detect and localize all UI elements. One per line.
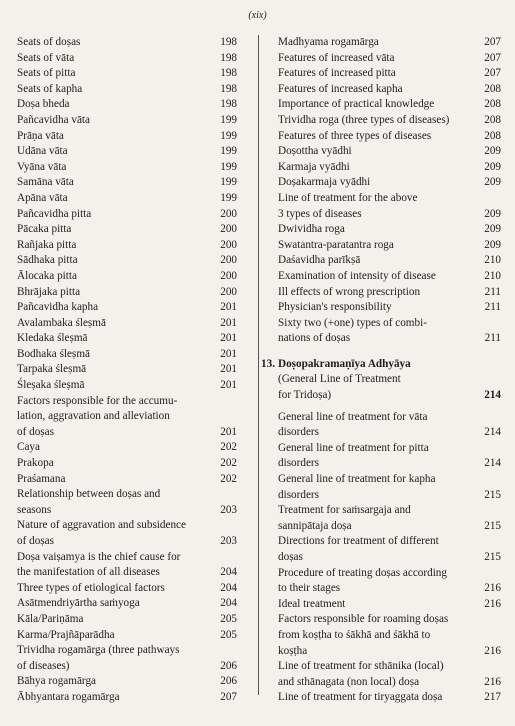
toc-entry-page: 199 [220,129,237,142]
toc-entry [278,222,501,238]
toc-entry [17,456,237,472]
toc-entry [17,285,237,301]
toc-entry [278,191,501,222]
toc-entry-title: Caya [17,441,40,454]
toc-entry [17,472,237,488]
toc-entry-title: Procedure of treating doṣas according to their stages [278,566,447,595]
toc-entry [17,487,237,518]
toc-entry-page: 211 [484,285,501,298]
toc-entry-page: 216 [484,675,501,688]
toc-entry-title: Swatantra-paratantra roga [278,238,394,251]
toc-entry-title: Pañcavidha pitta [17,207,92,220]
toc-entry-page: 206 [220,675,237,688]
toc-entry-page: 201 [220,301,237,314]
toc-entry-title: Doṣa vaiṣamya is the chief cause for the manifestation of all diseases [17,550,181,579]
toc-entry-title: Prakopa [17,457,54,470]
toc-entry-title: Seats of pitta [17,67,76,80]
toc-entry-page: 200 [220,285,237,298]
toc-entry-title: Ideal treatment [278,597,346,610]
toc-entry [278,82,501,98]
toc-entry-page: 204 [220,597,237,610]
toc-entry [278,66,501,82]
toc-entry-page: 202 [220,457,237,470]
toc-entry-page: 201 [220,347,237,360]
toc-entry [17,207,237,223]
toc-entry-page: 202 [220,472,237,485]
toc-entry-title: Physician's responsibility [278,301,392,314]
toc-entry-page: 201 [220,379,237,392]
toc-entry-page: 207 [484,51,501,64]
toc-entry-page: 201 [220,316,237,329]
toc-entry-title: Dwividha roga [278,223,345,236]
toc-entry-title: Rañjaka pitta [17,238,77,251]
toc-entry-title: Kledaka śleṣmā [17,332,88,345]
toc-entry-title: General line of treatment for vāta disorders [278,410,428,439]
toc-entry [278,597,501,613]
toc-entry [17,269,237,285]
toc-entry-title: Seats of kapha [17,82,83,95]
toc-entry [17,316,237,332]
toc-entry-title: Factors responsible for roaming doṣas from koṣṭha to śākhā and śākhā to koṣṭha [278,613,449,657]
chapter-title: Doṣopakramaṇīya Adhyāya [278,357,411,370]
toc-entry [17,440,237,456]
toc-entry-page: 209 [484,223,501,236]
toc-entry-page: 211 [484,301,501,314]
toc-entry [17,300,237,316]
toc-entry [17,191,237,207]
toc-entry-title: Doṣakarmaja vyādhi [278,176,371,189]
toc-entry [278,285,501,301]
toc-entry-page: 209 [484,176,501,189]
toc-entry-page: 208 [484,98,501,111]
toc-entry-title: Examination of intensity of disease [278,269,436,282]
toc-entry [17,253,237,269]
toc-entry [278,97,501,113]
toc-entry-page: 201 [220,363,237,376]
toc-entry-page: 198 [220,67,237,80]
toc-entry [17,347,237,363]
toc-entry [17,82,237,98]
toc-entry-title: Trividha roga (three types of diseases) [278,113,450,126]
toc-entry-title: Bhrājaka pitta [17,285,81,298]
toc-entry [278,160,501,176]
toc-entry-page: 199 [220,176,237,189]
toc-entry [17,362,237,378]
toc-entry-title: Praśamana [17,472,66,485]
toc-entry-page: 211 [484,332,501,345]
toc-entry [278,566,501,597]
toc-entry-title: Madhyama rogamārga [278,36,379,48]
toc-entry-title: Ābhyantara rogamārga [17,690,120,703]
column-divider [258,35,259,695]
toc-entry [17,378,237,394]
toc-entry-page: 198 [220,36,237,48]
toc-entry-page: 201 [220,332,237,345]
toc-entry-title: Factors responsible for the accumu- lation, aggravation and alleviation of doṣas [17,394,178,438]
toc-entry-page: 199 [220,145,237,158]
toc-entry-page: 208 [484,82,501,95]
toc-entry [17,66,237,82]
toc-entry-title: Sixty two (+one) types of combi- nations of doṣas [278,316,427,345]
toc-entry-title: Avalambaka śleṣmā [17,316,106,329]
toc-entry [17,596,237,612]
toc-entry [17,238,237,254]
toc-entry-page: 200 [220,223,237,236]
toc-entry-title: Importance of practical knowledge [278,98,435,111]
toc-entry-title: Sādhaka pitta [17,254,78,267]
toc-entry [17,394,237,441]
toc-entry-page: 209 [484,238,501,251]
toc-entry-page: 204 [220,566,237,579]
toc-entry-page: 198 [220,98,237,111]
toc-entry-title: Apāna vāta [17,191,68,204]
toc-entry-title: Pañcavidha kapha [17,301,99,314]
toc-entry [17,97,237,113]
toc-entry-title: Doṣa bheda [17,98,70,111]
toc-entry [17,175,237,191]
toc-entry-page: 214 [484,457,501,470]
toc-entry [278,410,501,441]
toc-entry [17,113,237,129]
toc-entry-title: Seats of doṣas [17,36,81,48]
toc-entry [278,612,501,659]
toc-entry-title: Daśavidha parīkṣā [278,254,361,267]
toc-entry-page: 199 [220,191,237,204]
toc-entry-title: Directions for treatment of different doṣas [278,535,439,563]
toc-entry-page: 207 [484,67,501,80]
toc-entry-page: 200 [220,238,237,251]
toc-entry-title: Features of increased pitta [278,67,396,80]
toc-entry-page: 208 [484,129,501,142]
toc-entry [278,534,501,565]
toc-entry-title: Karmaja vyādhi [278,160,350,173]
toc-entry-title: Features of increased vāta [278,51,395,64]
toc-entry [17,129,237,145]
toc-entry-page: 214 [484,426,501,439]
toc-entry-page: 200 [220,207,237,220]
toc-entry [278,175,501,191]
toc-entry-title: Kāla/Pariṇāma [17,612,84,625]
toc-entry-page: 217 [484,691,501,704]
toc-entry-title: Features of three types of diseases [278,129,432,142]
chapter-subtitle: (General Line of Treatment for Tridoṣa) [278,373,401,402]
toc-entry-title: General line of treatment for kapha disorders [278,473,436,501]
page-number: (xix) [248,10,267,21]
toc-entry-page: 201 [220,425,237,438]
toc-entry-page: 216 [484,644,501,657]
toc-entry-title: Relationship between doṣas and seasons [17,488,161,516]
toc-entry-title: Trividha rogamārga (three pathways of diseases) [17,644,180,672]
toc-entry [17,581,237,597]
toc-entry-page: 203 [220,503,237,516]
toc-entry-page: 199 [220,160,237,173]
toc-entry-page: 216 [484,597,501,610]
toc-entry [278,659,501,690]
toc-entry-title: Doṣottha vyādhi [278,145,352,158]
toc-entry-page: 198 [220,82,237,95]
toc-entry-page: 215 [484,519,501,532]
toc-entry [17,690,237,706]
toc-entry-title: Bodhaka śleṣmā [17,347,91,360]
toc-right-column [261,35,501,706]
toc-entry [278,503,501,534]
toc-entry-title: Pācaka pitta [17,223,72,236]
toc-entry-title: Udāna vāta [17,145,68,158]
toc-entry [278,316,501,347]
toc-entry-title: Line of treatment for the above 3 types of diseases [278,191,418,220]
toc-entry [278,113,501,129]
toc-entry [278,51,501,67]
toc-entry-page: 204 [220,581,237,594]
toc-entry-page: 209 [484,160,501,173]
toc-entry-title: Samāna vāta [17,176,74,189]
toc-entry-title: Karma/Prajñāparādha [17,628,115,641]
toc-entry-page: 207 [484,36,501,48]
toc-entry-title: Tarpaka śleṣmā [17,363,87,376]
toc-entry-title: Features of increased kapha [278,82,403,95]
toc-entry [278,441,501,472]
toc-entry-title: General line of treatment for pitta disorders [278,441,429,470]
toc-entry-title: Nature of aggravation and subsidence of doṣas [17,519,186,547]
toc-entry [17,144,237,160]
toc-entry-title: Three types of etiological factors [17,581,165,594]
toc-entry [278,129,501,145]
toc-entry [17,550,237,581]
toc-entry-page: 215 [484,551,501,563]
toc-entry-page: 205 [220,612,237,625]
toc-entry [17,612,237,628]
toc-entry-title: Line of treatment for tiryaggata doṣa [278,691,443,704]
toc-entry [17,643,237,674]
toc-entry [17,518,237,549]
chapter-page-number: 214 [484,389,501,402]
toc-entry [278,269,501,285]
toc-entry-title: Pañcavidha vāta [17,113,90,126]
toc-entry [17,51,237,67]
toc-left-column [17,35,237,706]
toc-entry-page: 209 [484,207,501,220]
toc-entry [278,35,501,51]
toc-entry [278,144,501,160]
chapter-number: 13. [261,357,275,370]
toc-entry-title: Prāṇa vāta [17,129,64,142]
toc-entry-page: 205 [220,628,237,641]
toc-entry-title: Ill effects of wrong prescription [278,285,421,298]
toc-entry [17,674,237,690]
toc-entry [278,690,501,706]
toc-entry [278,238,501,254]
toc-entry [17,628,237,644]
toc-entry [278,300,501,316]
toc-entry [17,160,237,176]
toc-entry-page: 198 [220,51,237,64]
toc-entry-page: 200 [220,254,237,267]
toc-entry-page: 200 [220,269,237,282]
toc-entry-title: Ālocaka pitta [17,269,77,282]
toc-entry-page: 210 [484,269,501,282]
toc-entry-page: 208 [484,113,501,126]
toc-entry-page: 199 [220,113,237,126]
toc-entry-page: 203 [220,535,237,547]
toc-entry-title: Vyāna vāta [17,160,67,173]
toc-entry-page: 207 [220,690,237,703]
toc-entry-title: Seats of vāta [17,51,75,64]
toc-entry-page: 210 [484,254,501,267]
toc-entry [17,35,237,51]
toc-entry-page: 209 [484,145,501,158]
toc-entry-title: Treatment for saṁsargaja and sannipātaja doṣa [278,504,411,532]
toc-entry-page: 206 [220,659,237,672]
toc-entry-title: Śleṣaka śleṣmā [17,379,85,392]
toc-entry [278,472,501,503]
toc-entry-page: 202 [220,441,237,454]
toc-entry-page: 215 [484,488,501,501]
toc-entry-page: 216 [484,582,501,595]
toc-entry [278,253,501,269]
toc-entry-title: Line of treatment for sthānika (local) and sthānagata (non local) doṣa [278,660,444,688]
toc-entry [17,331,237,347]
toc-entry-title: Bāhya rogamārga [17,675,97,688]
chapter-heading [261,357,501,404]
toc-entry [17,222,237,238]
toc-entry-title: Asātmendriyārtha saṁyoga [17,597,140,610]
